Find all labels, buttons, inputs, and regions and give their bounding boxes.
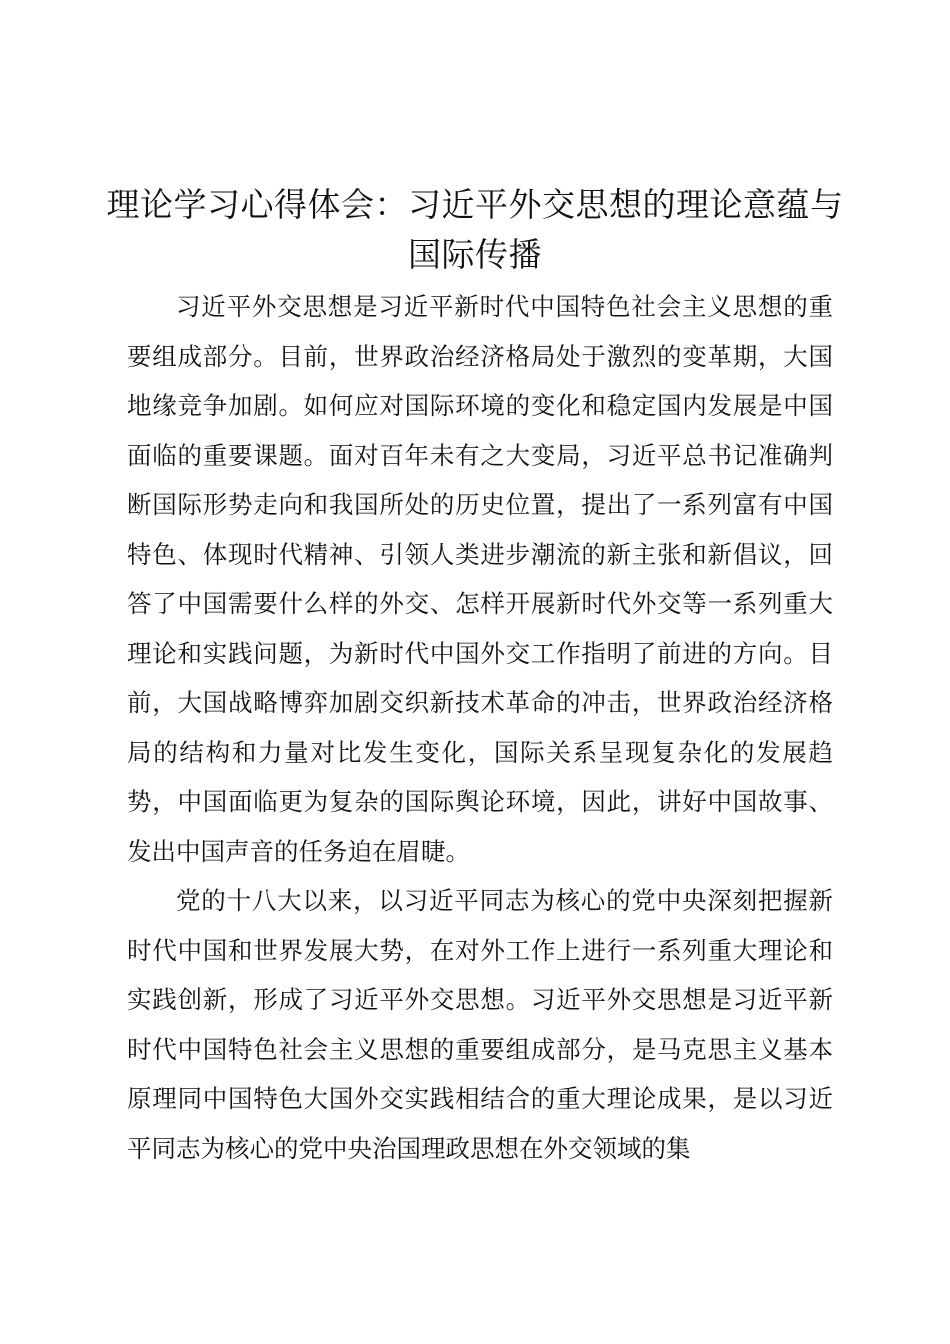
document-body <box>127 282 833 1173</box>
paragraph-1: 习近平外交思想是习近平新时代中国特色社会主义思想的重要组成部分。目前，世界政治经济格局处于激烈的变革期，大国地缘竞争加剧。如何应对国际环境的变化和稳定国内发展是中国面临的重要课题。面对百年未有之大变局，习近平总书记准确判断国际形势走向和我国所处的历史位置，提出了一系列富有中国特色、体现时代精神、引领人类进步潮流的新主张和新倡议，回答了中国需要什么样的外交、怎样开展新时代外交等一系列重大理论和实践问题，为新时代中国外交工作指明了前进的方向。目前，大国战略博弈加剧交织新技术革命的冲击，世界政治经济格局的结构和力量对比发生变化，国际关系呈现复杂化的发展趋势，中国面临更为复杂的国际舆论环境，因此，讲好中国故事、发出中国声音的任务迫在眉睫。 <box>127 292 833 866</box>
paragraph-2: 党的十八大以来，以习近平同志为核心的党中央深刻把握新时代中国和世界发展大势，在对外工作上进行一系列重大理论和实践创新，形成了习近平外交思想。习近平外交思想是习近平新时代中国特色社会主义思想的重要组成部分，是马克思主义基本原理同中国特色大国外交实践相结合的重大理论成果，是以习近平同志为核心的党中央治国理政思想在外交领域的集 <box>127 886 833 1163</box>
document-title: 理论学习心得体会：习近平外交思想的理论意蕴与国际传播 <box>106 185 844 274</box>
